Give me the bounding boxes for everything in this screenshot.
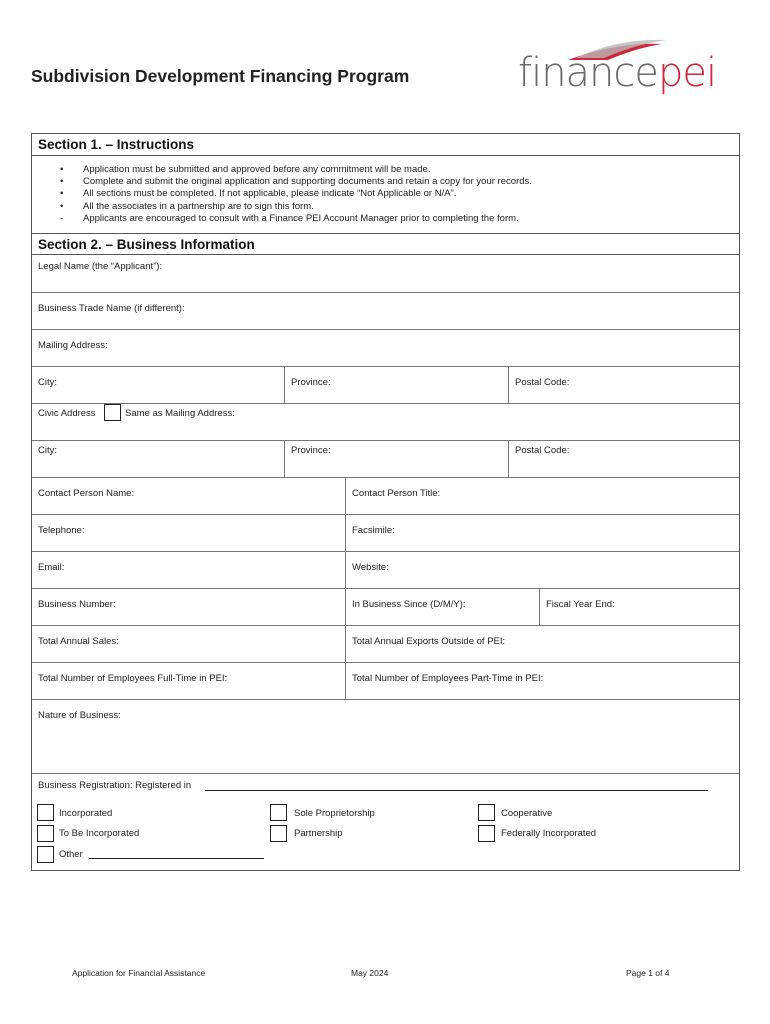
other-input-line[interactable]	[89, 858, 264, 859]
legal-name-field[interactable]: Legal Name (the “Applicant”):	[38, 261, 163, 272]
nature-of-business-field[interactable]: Nature of Business:	[38, 710, 121, 721]
mailing-address-field[interactable]: Mailing Address:	[38, 340, 108, 351]
instruction-item	[32, 164, 739, 176]
footer-left: Application for Financial Assistance	[72, 968, 206, 978]
other-checkbox[interactable]	[37, 846, 54, 863]
instructions-list	[32, 164, 739, 225]
bullet-mark: •	[60, 188, 64, 200]
bullet-mark: -	[60, 212, 64, 224]
sales-row	[32, 626, 739, 663]
instruction-text: Application must be submitted and approved before any commitment will be made.	[83, 164, 431, 175]
bullet-mark: •	[60, 164, 64, 175]
cooperative-checkbox[interactable]	[478, 804, 495, 821]
logo-wordmark	[518, 50, 716, 96]
section2-heading: Section 2. – Business Information	[32, 233, 739, 255]
logo-text-finance: finance	[518, 50, 659, 96]
employees-row	[32, 663, 739, 700]
sole-proprietorship-label: Sole Proprietorship	[294, 808, 375, 819]
instruction-item	[32, 201, 739, 213]
mailing-city-row	[32, 367, 739, 404]
civic-address-label: Civic Address	[38, 408, 96, 419]
fiscal-year-end-field[interactable]: Fiscal Year End:	[539, 589, 739, 625]
email-field[interactable]: Email:	[38, 562, 65, 573]
instruction-item	[32, 188, 739, 200]
to-be-incorporated-checkbox[interactable]	[37, 825, 54, 842]
civic-province-field[interactable]: Province:	[284, 441, 508, 477]
page-title: Subdivision Development Financing Program	[31, 66, 410, 86]
province-field[interactable]: Province:	[284, 367, 508, 403]
footer-page-number: Page 1 of 4	[626, 968, 670, 978]
civic-city-field[interactable]: City:	[38, 445, 57, 456]
trade-name-row	[32, 293, 739, 330]
cooperative-label: Cooperative	[501, 808, 553, 819]
legal-name-row	[32, 256, 739, 293]
email-row	[32, 552, 739, 589]
registration-label: Business Registration: Registered in	[38, 780, 192, 791]
contact-title-field[interactable]: Contact Person Title:	[345, 478, 739, 514]
federally-incorporated-checkbox[interactable]	[478, 825, 495, 842]
registration-input-line[interactable]	[205, 790, 708, 791]
trade-name-field[interactable]: Business Trade Name (if different):	[38, 303, 185, 314]
civic-city-row	[32, 441, 739, 478]
contact-name-field[interactable]: Contact Person Name:	[38, 488, 135, 499]
instruction-item	[32, 176, 739, 188]
finance-pei-logo	[516, 38, 716, 110]
same-as-mailing-checkbox[interactable]	[104, 404, 121, 421]
bullet-mark: •	[60, 200, 64, 212]
incorporated-label: Incorporated	[59, 808, 113, 819]
phone-row	[32, 515, 739, 552]
contact-row	[32, 478, 739, 515]
instruction-text: Complete and submit the original application and supporting documents and retain a copy for your records.	[83, 176, 532, 188]
civic-postal-code-field[interactable]: Postal Code:	[508, 441, 739, 477]
other-label: Other	[59, 849, 83, 860]
same-as-mailing-label: Same as Mailing Address:	[125, 408, 235, 419]
business-number-field[interactable]: Business Number:	[38, 599, 116, 610]
logo-text-pei: pei	[658, 50, 717, 96]
employees-full-time-field[interactable]: Total Number of Employees Full-Time in PEI:	[38, 673, 228, 684]
total-exports-field[interactable]: Total Annual Exports Outside of PEI:	[345, 626, 739, 662]
business-number-row	[32, 589, 739, 626]
city-field[interactable]: City:	[38, 377, 57, 388]
nature-of-business-row	[32, 700, 739, 774]
footer-date: May 2024	[351, 968, 389, 978]
total-annual-sales-field[interactable]: Total Annual Sales:	[38, 636, 119, 647]
sole-proprietorship-checkbox[interactable]	[270, 804, 287, 821]
federally-incorporated-label: Federally Incorporated	[501, 828, 597, 839]
postal-code-field[interactable]: Postal Code:	[508, 367, 739, 403]
facsimile-field[interactable]: Facsimile:	[345, 515, 739, 551]
instruction-item	[32, 213, 739, 225]
instruction-text: Applicants are encouraged to consult with a Finance PEI Account Manager prior to completing the form.	[83, 212, 519, 224]
mailing-address-row	[32, 330, 739, 367]
in-business-since-field[interactable]: In Business Since (D/M/Y):	[345, 589, 539, 625]
to-be-incorporated-label: To Be Incorporated	[59, 828, 140, 839]
instruction-text: All the associates in a partnership are to sign this form.	[83, 200, 314, 212]
telephone-field[interactable]: Telephone:	[38, 525, 85, 536]
application-form	[31, 133, 740, 871]
partnership-checkbox[interactable]	[270, 825, 287, 842]
civic-address-row	[32, 404, 739, 441]
incorporated-checkbox[interactable]	[37, 804, 54, 821]
instruction-text: All sections must be completed. If not applicable, please indicate “Not Applicable or N/A”.	[83, 188, 457, 200]
section1-heading: Section 1. – Instructions	[32, 134, 739, 156]
employees-part-time-field[interactable]: Total Number of Employees Part-Time in PEI:	[345, 663, 739, 699]
partnership-label: Partnership	[294, 828, 343, 839]
website-field[interactable]: Website:	[345, 552, 739, 588]
bullet-mark: •	[60, 176, 64, 188]
